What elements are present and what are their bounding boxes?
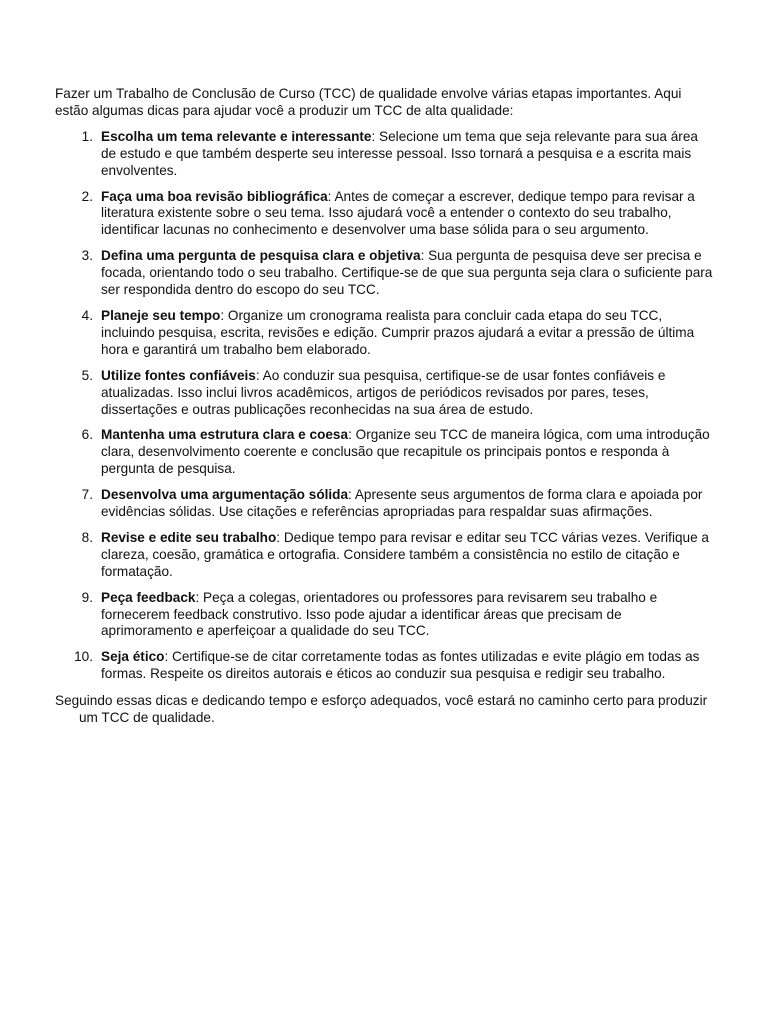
list-item-title: Seja ético xyxy=(101,649,165,665)
list-item-number: 7. xyxy=(81,487,93,503)
list-item-text: : Certifique-se de citar corretamente todas as fontes utilizadas e evite plágio em todas as formas. Respeite os direitos autorais e éticos ao conduzir sua pesquisa e redigir seu trabalho. xyxy=(101,649,700,682)
list-item-title: Faça uma boa revisão bibliográfica xyxy=(101,188,328,204)
list-item xyxy=(55,427,715,478)
list-item-text: : Apresente seus argumentos de forma clara e apoiada por evidências sólidas. Use citações e referências apropriadas para respaldar suas afirmações. xyxy=(101,487,703,520)
list-item-title: Utilize fontes confiáveis xyxy=(101,367,256,383)
list-item xyxy=(55,649,715,683)
list-item xyxy=(55,530,715,581)
list-item-text: : Ao conduzir sua pesquisa, certifique-se de usar fontes confiáveis e atualizadas. Isso inclui livros acadêmicos, artigos de periódicos revisados por pares, teses, dissertações e outras publicações reconhecidas na sua área de estudo. xyxy=(101,367,666,417)
list-item xyxy=(55,590,715,641)
list-item-number: 6. xyxy=(81,427,93,443)
list-item-title: Mantenha uma estrutura clara e coesa xyxy=(101,427,349,443)
document-body xyxy=(55,86,715,727)
list-item xyxy=(55,308,715,359)
list-item xyxy=(55,129,715,180)
list-item-number: 5. xyxy=(81,367,93,383)
list-item-text: : Organize seu TCC de maneira lógica, com uma introdução clara, desenvolvimento coerente e conclusão que recapitule os principais pontos e responda à pergunta de pesquisa. xyxy=(101,427,710,477)
list-item-title: Desenvolva uma argumentação sólida xyxy=(101,487,349,503)
list-item-title: Revise e edite seu trabalho xyxy=(101,529,277,545)
list-item-title: Peça feedback xyxy=(101,589,196,605)
list-item-text: : Selecione um tema que seja relevante para sua área de estudo e que também desperte seu interesse pessoal. Isso tornará a pesquisa e a escrita mais envolventes. xyxy=(101,128,698,178)
list-item-title: Escolha um tema relevante e interessante xyxy=(101,128,372,144)
list-item-text: : Antes de começar a escrever, dedique tempo para revisar a literatura existente sobre o seu tema. Isso ajudará você a entender o contexto do seu trabalho, identificar lacunas no conhecimento e desenvolver uma base sólida para o seu argumento. xyxy=(101,188,695,238)
list-item-title: Defina uma pergunta de pesquisa clara e objetiva xyxy=(101,248,421,264)
list-item-number: 4. xyxy=(81,307,93,323)
list-item-title: Planeje seu tempo xyxy=(101,307,221,323)
outro-paragraph: Seguindo essas dicas e dedicando tempo e esforço adequados, você estará no caminho certo para produzir um TCC de qualidade. xyxy=(55,693,708,726)
list-item-number: 1. xyxy=(81,128,93,144)
tips-list xyxy=(55,129,715,683)
list-item-text: : Dedique tempo para revisar e editar seu TCC várias vezes. Verifique a clareza, coesão, gramática e ortografia. Considere também a consistência no estilo de citação e formatação. xyxy=(101,529,709,579)
list-item xyxy=(55,368,715,419)
list-item-text: : Sua pergunta de pesquisa deve ser precisa e focada, orientando todo o seu trabalho. Certifique-se de que sua pergunta seja clara o suficiente para ser respondida dentro do escopo do seu TCC. xyxy=(101,248,713,298)
list-item xyxy=(55,487,715,521)
list-item-number: 2. xyxy=(81,188,93,204)
list-item-number: 3. xyxy=(81,248,93,264)
list-item xyxy=(55,189,715,240)
list-item-number: 9. xyxy=(81,589,93,605)
list-item-text: : Organize um cronograma realista para concluir cada etapa do seu TCC, incluindo pesquisa, escrita, revisões e edição. Cumprir prazos ajudará a evitar a pressão de última hora e garantirá um trabalho bem elaborado. xyxy=(101,307,695,357)
list-item-number: 8. xyxy=(81,529,93,545)
intro-paragraph: Fazer um Trabalho de Conclusão de Curso (TCC) de qualidade envolve várias etapas importantes. Aqui estão algumas dicas para ajudar você a produzir um TCC de alta qualidade: xyxy=(55,86,682,118)
list-item-text: : Peça a colegas, orientadores ou professores para revisarem seu trabalho e fornecerem feedback construtivo. Isso pode ajudar a identificar áreas que precisam de aprimoramento e aperfeiçoar a qualidade do seu TCC. xyxy=(101,589,658,639)
list-item-number: 10. xyxy=(74,649,93,665)
list-item xyxy=(55,248,715,299)
